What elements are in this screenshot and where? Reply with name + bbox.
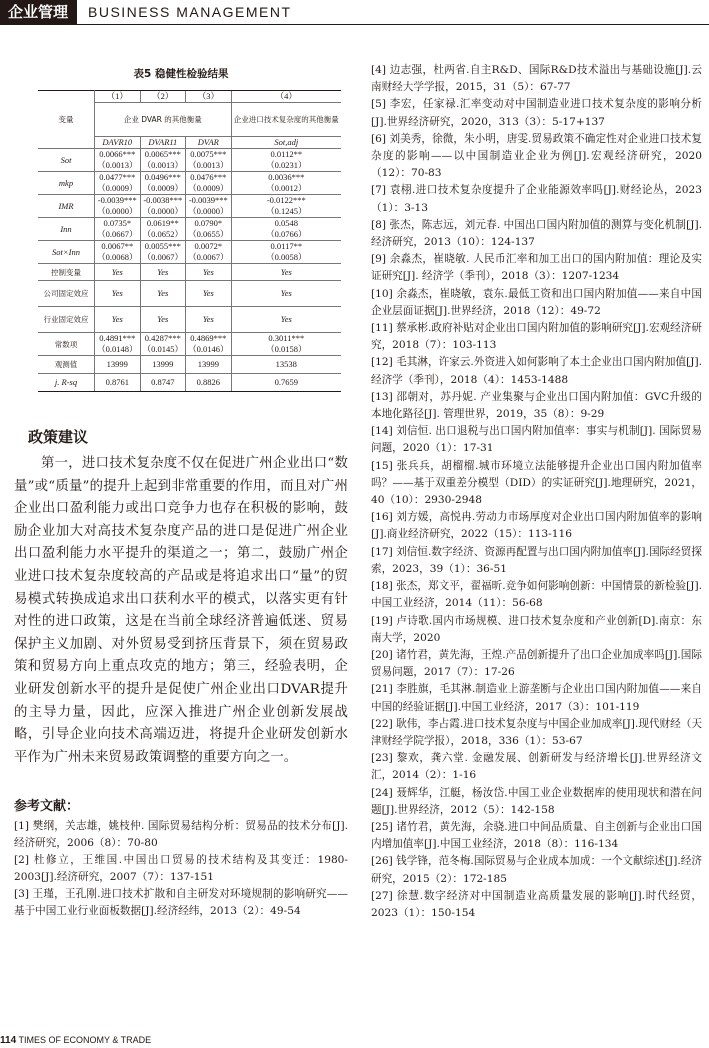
row-label: 控制变量 <box>38 264 95 281</box>
cell: Yes <box>140 307 186 333</box>
cell: -0.0038*** <box>143 195 183 205</box>
left-column <box>14 56 348 920</box>
policy-heading: 政策建议 <box>28 428 89 446</box>
cell: Yes <box>186 264 232 281</box>
cell: Yes <box>186 307 232 333</box>
sub-header: Sot,adj <box>231 137 341 149</box>
cell: Yes <box>186 281 232 307</box>
cell-se: （0.0000） <box>142 206 183 216</box>
cell: 0.0619** <box>146 218 179 228</box>
reference-item: [12] 毛其淋，许家云.外资进入如何影响了本土企业出口国内附加值[J].经济学（季刊），2018（4）：1453-1488 <box>371 356 702 386</box>
reference-item: [19] 卢诗歌.国内市场规模、进口技术复杂度和产业创新[D].南京：东南大学，2020 <box>371 614 702 644</box>
reference-item: [14] 刘信恒. 出口退税与出口国内附加值率：事实与机制[J]. 国际贸易问题，2020（1）：17-31 <box>371 425 702 455</box>
cell-se: （0.0058） <box>266 252 307 262</box>
row-label: Sot×Inn <box>38 241 95 264</box>
cell-se: （0.0009） <box>142 183 183 193</box>
reference-item: [9] 余淼杰，崔晓敏. 人民币汇率和加工出口的国内附加值：理论及实证研究[J]. 经济学（季刊），2018（3）：1207-1234 <box>371 253 702 283</box>
group-header-b: 企业进口技术复杂度的其他衡量 <box>231 103 341 137</box>
sub-header: DAVR10 <box>95 137 141 149</box>
header-divider <box>76 0 77 24</box>
cell: Yes <box>95 307 141 333</box>
table-body <box>38 149 341 392</box>
references-right <box>371 62 702 922</box>
references-left <box>14 818 348 920</box>
cell: 0.7659 <box>231 374 341 392</box>
cell-se: （0.0766） <box>266 229 307 239</box>
reference-item: [7] 袁栩.进口技术复杂度提升了企业能源效率吗[J].财经论丛，2023（1）：3-13 <box>371 184 702 214</box>
cell-se: （0.0067） <box>142 252 183 262</box>
row-label: IMR <box>38 195 95 218</box>
cell: 0.0477*** <box>99 172 136 182</box>
cell-se: （0.1245） <box>266 206 307 216</box>
cell: 13999 <box>140 356 186 374</box>
col-num: （3） <box>186 91 232 103</box>
cell: 0.0112** <box>270 149 303 159</box>
sub-header: DVAR <box>186 137 232 149</box>
cell: 0.0067** <box>101 241 134 251</box>
cell-se: （0.0146） <box>188 344 229 354</box>
cell: 0.0072* <box>194 241 223 251</box>
cell: 0.8826 <box>186 374 232 392</box>
table-caption: 表5 稳健性检验结果 <box>133 68 229 80</box>
reference-item: [17] 刘信恒.数字经济、资源再配置与出口国内附加值率[J].国际经贸探索，2023，39（1）：36-51 <box>371 545 702 575</box>
cell: 0.0476*** <box>190 172 227 182</box>
cell: Yes <box>231 281 341 307</box>
row-label: 行业固定效应 <box>38 307 95 333</box>
cell-se: （0.0145） <box>142 344 183 354</box>
page-header <box>0 0 709 25</box>
cell: 13999 <box>95 356 141 374</box>
reference-item: [18] 张杰，郑文平，翟福昕.竞争如何影响创新：中国情景的新检验[J].中国工业经济，2014（11）：56-68 <box>371 580 702 610</box>
cell: 0.0548 <box>274 218 298 228</box>
cell: 0.4869*** <box>190 333 227 343</box>
cell: 0.0790* <box>194 218 223 228</box>
reference-item: [6] 刘美秀，徐微，朱小明，唐雯.贸易政策不确定性对企业进口技术复杂度的影响——以中国制造业企业为例[J].宏观经济研究，2020（12）：70-83 <box>371 132 702 180</box>
reference-item: [13] 邵朝对，苏丹妮. 产业集聚与企业出口国内附加值：GVC升级的本地化路径[J]. 管理世界，2019，35（8）：9-29 <box>371 390 702 421</box>
cell: Yes <box>95 264 141 281</box>
references-heading: 参考文献： <box>14 799 80 815</box>
reference-item: [2] 杜修立，王维国.中国出口贸易的技术结构及其变迁：1980-2003[J].经济研究，2007（7）：137-151 <box>14 854 348 884</box>
row-label: j. R-sq <box>38 374 95 392</box>
cell-se: （0.0009） <box>97 183 138 193</box>
cell: 0.0735* <box>103 218 132 228</box>
reference-item: [22] 耿伟，李占霞.进口技术复杂度与中国企业加成率[J].现代财经（天津财经学院学报），2018，336（1）：53-67 <box>371 717 702 747</box>
reference-item: [10] 余淼杰，崔晓敏，袁东.最低工资和出口国内附加值——来自中国企业层面证据[J].世界经济，2018（12）：49-72 <box>371 287 702 317</box>
reference-item: [20] 诸竹君，黄先海，王煌.产品创新提升了出口企业加成率吗[J].国际贸易问题，2017（7）：17-26 <box>371 648 702 679</box>
cell: 0.8761 <box>95 374 141 392</box>
cell: 0.0036*** <box>268 172 305 182</box>
reference-item: [25] 诸竹君，黄先海，余骁.进口中间品质量、自主创新与企业出口国内增加值率[J].中国工业经济，2018（8）：116-134 <box>371 820 702 851</box>
var-header: 变量 <box>38 91 95 149</box>
reference-item: [4] 边志强，杜两省.自主R&D、国际R&D技术溢出与基础设施[J].云南财经大学学报，2015，31（5）：67-77 <box>371 64 702 94</box>
reference-item: [21] 李胜旗，毛其淋.制造业上游垄断与企业出口国内附加值——来自中国的经验证据[J].中国工业经济，2017（3）：101-119 <box>371 683 702 713</box>
cell-se: （0.0068） <box>97 252 138 262</box>
cell: 13999 <box>186 356 232 374</box>
sub-header: DVAR11 <box>140 137 186 149</box>
cell-se: （0.0067） <box>188 252 229 262</box>
cell-se: （0.0013） <box>188 160 229 170</box>
cell-se: （0.0000） <box>188 206 229 216</box>
cell: 0.0075*** <box>190 149 227 159</box>
cell-se: （0.0013） <box>142 160 183 170</box>
cell: Yes <box>231 307 341 333</box>
row-label: 常数项 <box>38 333 95 356</box>
cell-se: （0.0013） <box>97 160 138 170</box>
cell: 0.8747 <box>140 374 186 392</box>
cell: 13538 <box>231 356 341 374</box>
cell: Yes <box>140 281 186 307</box>
cell-se: （0.0231） <box>266 160 307 170</box>
cell: 0.0065*** <box>144 149 181 159</box>
cell: 0.0055*** <box>144 241 181 251</box>
cell: 0.0117** <box>270 241 303 251</box>
cell: -0.0039*** <box>188 195 228 205</box>
section-title: BUSINESS MANAGEMENT <box>88 4 292 20</box>
cell: Yes <box>95 281 141 307</box>
reference-item: [24] 聂辉华，江艇，杨汝岱.中国工业企业数据库的使用现状和潜在问题[J].世界经济，2012（5）：142-158 <box>371 786 702 816</box>
reference-item: [15] 张兵兵，胡榴榴.城市环境立法能够提升企业出口国内附加值率吗？——基于双重差分模型（DID）的实证研究[J].地理研究，2021，40（10）：2930-2948 <box>371 459 702 507</box>
cell: 0.0496*** <box>144 172 181 182</box>
cell: 0.4287*** <box>144 333 181 343</box>
reference-item: [23] 黎欢，龚六堂. 金融发展、创新研发与经济增长[J].世界经济文汇，2014（2）：1-16 <box>371 752 702 782</box>
row-label: Sot <box>38 149 95 172</box>
row-label: mkp <box>38 172 95 195</box>
cell: Yes <box>140 264 186 281</box>
robustness-table <box>38 90 341 392</box>
cell-se: （0.0000） <box>97 206 138 216</box>
cell: 0.0066*** <box>99 149 136 159</box>
cell-se: （0.0655） <box>188 229 229 239</box>
col-num: （2） <box>140 91 186 103</box>
reference-item: [3] 王瑾，王孔刚.进口技术扩散和自主研发对环境规制的影响研究——基于中国工业行业面板数据[J].经济经纬，2013（2）：49-54 <box>14 888 348 918</box>
page-footer <box>0 1035 220 1048</box>
reference-item: [1] 樊纲，关志雄，姚枝仲. 国际贸易结构分析：贸易品的技术分布[J].经济研究，2006（8）：70-80 <box>14 820 348 850</box>
cell-se: （0.0652） <box>142 229 183 239</box>
cell: 0.4891*** <box>99 333 136 343</box>
cell: Yes <box>231 264 341 281</box>
reference-item: [26] 钱学锋，范冬梅.国际贸易与企业成本加成：一个文献综述[J].经济研究，2015（2）：172-185 <box>371 855 702 885</box>
cell: -0.0122*** <box>266 195 306 205</box>
page-number: 114 <box>0 1035 17 1046</box>
cell-se: （0.0009） <box>188 183 229 193</box>
cell-se: （0.0148） <box>97 344 138 354</box>
col-num: （4） <box>231 91 341 103</box>
policy-paragraph: 第一，进口技术复杂度不仅在促进广州企业出口“数量”或“质量”的提升上起到非常重要的作用，而且对广州企业出口盈利能力或出口竞争力也存在积极的影响，鼓励企业加大对高技术复杂度产品的进口是促进广州企业出口盈利能力水平提升的渠道之一；第二，鼓励广州企业进口技术复杂度较高的产品或是将追求出口“量”的贸易模式转换成追求出口获利水平的模式，以落实更有针对性的进口政策，这是在当前全球经济普遍低迷、贸易保护主义加剧、对外贸易受到挤压背景下，须在贸易政策和贸易方向上重点攻克的地方；第三，经验表明，企业研发创新水平的提升是促使广州企业出口DVAR提升的主导力量，因此，应深入推进广州企业创新发展战略，引导企业向技术高端迈进，将提升企业研发创新水平作为广州未来贸易政策调整的重要方向之一。 <box>14 456 348 765</box>
section-label: 企业管理 <box>0 0 76 24</box>
row-label: 公司固定效应 <box>38 281 95 307</box>
reference-item: [11] 蔡承彬.政府补贴对企业出口国内附加值的影响研究[J].宏观经济研究，2018（7）：103-113 <box>371 322 702 352</box>
col-num: （1） <box>95 91 141 103</box>
reference-item: [27] 徐慧.数字经济对中国制造业高质量发展的影响[J].时代经贸，2023（1）：150-154 <box>371 889 702 919</box>
reference-item: [16] 刘方媛，高悦冉.劳动力市场厚度对企业出口国内附加值率的影响[J].商业经济研究，2022（15）：113-116 <box>371 511 702 541</box>
group-header-a: 企业 DVAR 的其他衡量 <box>95 103 232 137</box>
cell-se: （0.0158） <box>266 344 307 354</box>
cell-se: （0.0667） <box>97 229 138 239</box>
row-label: 观测值 <box>38 356 95 374</box>
journal-name: TIMES OF ECONOMY & TRADE <box>18 1035 152 1045</box>
cell: -0.0039*** <box>97 195 137 205</box>
cell: 0.3011*** <box>268 333 305 343</box>
reference-item: [5] 李宏，任家禄.汇率变动对中国制造业进口技术复杂度的影响分析[J].世界经济研究，2020，313（3）：5-17+137 <box>371 98 702 128</box>
reference-item: [8] 张杰，陈志远，刘元春. 中国出口国内附加值的测算与变化机制[J].经济研究，2013（10）：124-137 <box>371 218 702 249</box>
row-label: Inn <box>38 218 95 241</box>
cell-se: （0.0012） <box>266 183 307 193</box>
